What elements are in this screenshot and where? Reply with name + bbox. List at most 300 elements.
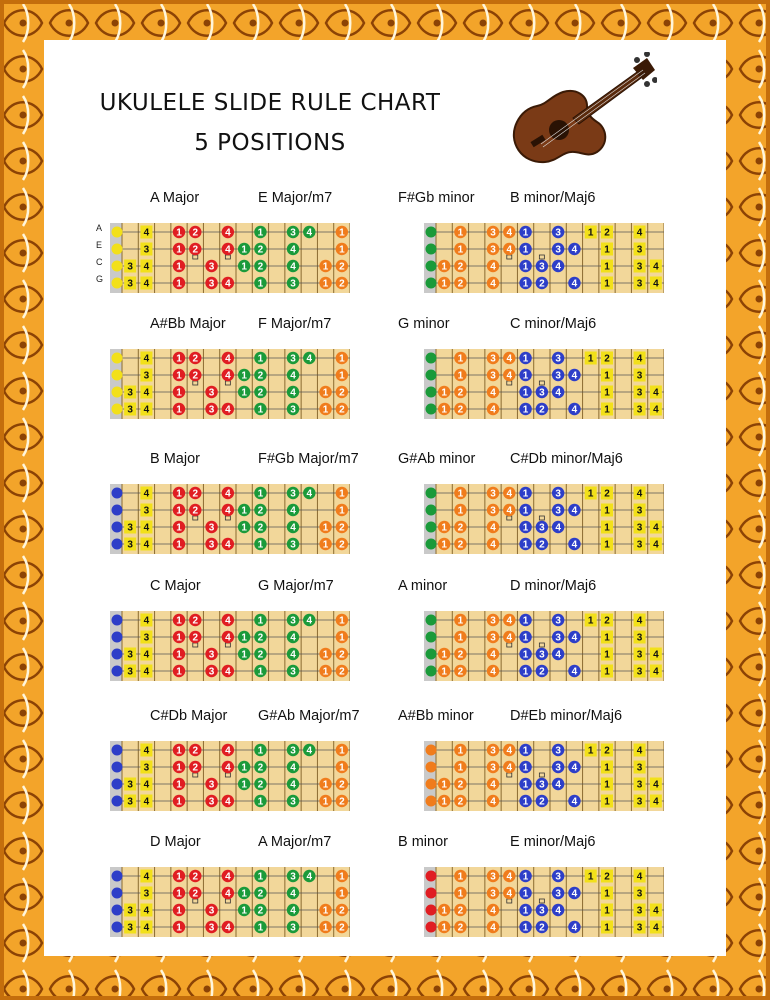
- finger-number: 2: [457, 522, 464, 534]
- finger-number: 1: [441, 404, 447, 416]
- open-string-dot: [112, 244, 123, 255]
- finger-number: 2: [604, 615, 610, 627]
- finger-number: 4: [571, 404, 578, 416]
- finger-number: 4: [653, 387, 659, 399]
- finger-number: 1: [522, 522, 529, 534]
- open-string-dot: [426, 922, 437, 933]
- left-chord-label: C Major: [150, 578, 201, 594]
- finger-dot: [650, 795, 662, 808]
- finger-number: 1: [322, 649, 329, 661]
- minor-fretboard: [424, 867, 664, 937]
- finger-number: 1: [457, 632, 464, 644]
- open-string-dot: [426, 387, 437, 398]
- finger-number: 4: [143, 779, 150, 791]
- finger-number: 1: [176, 522, 182, 534]
- open-string-dot: [112, 615, 123, 626]
- finger-dot: [634, 260, 646, 273]
- finger-number: 2: [257, 387, 264, 399]
- open-string-dot: [426, 227, 437, 238]
- finger-number: 1: [339, 227, 345, 239]
- finger-number: 2: [604, 871, 610, 883]
- finger-number: 4: [143, 905, 150, 917]
- finger-number: 1: [522, 779, 529, 791]
- finger-number: 4: [636, 745, 643, 757]
- finger-dot: [634, 904, 646, 917]
- major-fretboard: [110, 484, 350, 554]
- finger-dot: [124, 665, 136, 678]
- finger-dot: [140, 631, 152, 644]
- finger-number: 4: [653, 666, 659, 678]
- finger-number: 1: [604, 905, 610, 917]
- finger-number: 1: [241, 522, 247, 534]
- finger-number: 4: [490, 796, 496, 808]
- finger-number: 1: [241, 632, 247, 644]
- finger-number: 4: [306, 615, 313, 627]
- finger-number: 4: [506, 762, 513, 774]
- finger-number: 1: [339, 871, 345, 883]
- finger-number: 3: [127, 779, 133, 791]
- open-string-dot: [426, 871, 437, 882]
- finger-number: 4: [225, 615, 231, 627]
- finger-number: 2: [339, 922, 345, 934]
- open-string-dot: [112, 649, 123, 660]
- finger-dot: [140, 260, 152, 273]
- finger-number: 3: [490, 871, 496, 883]
- finger-number: 3: [208, 278, 215, 290]
- finger-dot: [140, 614, 152, 627]
- finger-number: 4: [225, 505, 231, 517]
- left-relative-label: F Major/m7: [258, 316, 332, 332]
- finger-number: 3: [490, 615, 496, 627]
- finger-number: 1: [176, 505, 182, 517]
- finger-dot: [601, 504, 613, 517]
- finger-dot: [634, 921, 646, 934]
- open-string-dot: [112, 278, 123, 289]
- finger-number: 3: [636, 522, 643, 534]
- finger-number: 2: [257, 370, 264, 382]
- finger-number: 4: [225, 488, 231, 500]
- finger-number: 4: [225, 666, 231, 678]
- finger-number: 3: [636, 649, 643, 661]
- finger-number: 1: [257, 871, 264, 883]
- finger-dot: [601, 887, 613, 900]
- finger-number: 3: [490, 632, 496, 644]
- finger-number: 2: [339, 796, 345, 808]
- finger-number: 2: [457, 905, 464, 917]
- finger-number: 3: [208, 404, 215, 416]
- finger-number: 1: [176, 745, 182, 757]
- finger-number: 3: [636, 244, 643, 256]
- finger-number: 4: [653, 649, 659, 661]
- finger-number: 2: [257, 888, 264, 900]
- finger-number: 4: [143, 522, 150, 534]
- finger-number: 4: [143, 488, 150, 500]
- finger-dot: [140, 369, 152, 382]
- finger-dot: [601, 487, 613, 500]
- finger-number: 1: [604, 649, 610, 661]
- finger-dot: [601, 761, 613, 774]
- finger-number: 4: [571, 796, 578, 808]
- finger-number: 4: [653, 539, 659, 551]
- finger-number: 1: [604, 796, 610, 808]
- finger-number: 4: [636, 353, 643, 365]
- finger-dot: [634, 870, 646, 883]
- open-string-dot: [426, 905, 437, 916]
- finger-number: 2: [457, 404, 464, 416]
- minor-fretboard: [424, 349, 664, 419]
- finger-number: 1: [441, 666, 447, 678]
- finger-number: 4: [225, 922, 231, 934]
- finger-number: 1: [176, 779, 182, 791]
- finger-number: 1: [339, 505, 345, 517]
- finger-number: 1: [441, 387, 447, 399]
- finger-number: 1: [522, 387, 529, 399]
- finger-dot: [601, 386, 613, 399]
- finger-number: 1: [522, 632, 529, 644]
- open-string-dot: [112, 762, 123, 773]
- finger-number: 1: [604, 244, 610, 256]
- finger-number: 3: [539, 387, 545, 399]
- finger-number: 3: [490, 244, 496, 256]
- finger-number: 1: [322, 922, 329, 934]
- finger-number: 1: [522, 278, 529, 290]
- finger-number: 2: [339, 905, 345, 917]
- finger-number: 1: [604, 888, 610, 900]
- open-string-dot: [426, 615, 437, 626]
- finger-number: 4: [636, 227, 643, 239]
- finger-number: 2: [457, 796, 464, 808]
- finger-number: 4: [490, 666, 496, 678]
- finger-number: 3: [208, 649, 215, 661]
- finger-dot: [601, 904, 613, 917]
- finger-number: 1: [441, 779, 447, 791]
- finger-number: 3: [555, 488, 561, 500]
- finger-dot: [140, 487, 152, 500]
- open-string-dot: [112, 227, 123, 238]
- finger-dot: [634, 761, 646, 774]
- finger-number: 3: [636, 796, 643, 808]
- finger-number: 1: [339, 244, 345, 256]
- finger-number: 1: [322, 404, 329, 416]
- finger-dot: [601, 744, 613, 757]
- finger-number: 1: [241, 649, 247, 661]
- finger-dot: [140, 795, 152, 808]
- finger-number: 1: [176, 488, 182, 500]
- finger-number: 2: [192, 505, 199, 517]
- finger-number: 4: [653, 404, 659, 416]
- finger-number: 1: [257, 353, 264, 365]
- finger-number: 1: [587, 745, 594, 757]
- finger-number: 4: [506, 615, 513, 627]
- finger-number: 1: [457, 888, 464, 900]
- open-string-dot: [112, 632, 123, 643]
- finger-dot: [140, 921, 152, 934]
- finger-dot: [140, 744, 152, 757]
- finger-number: 2: [604, 488, 610, 500]
- finger-number: 1: [322, 905, 329, 917]
- finger-dot: [124, 260, 136, 273]
- open-string-dot: [426, 522, 437, 533]
- finger-number: 4: [143, 278, 150, 290]
- finger-number: 4: [653, 278, 659, 290]
- finger-number: 1: [257, 745, 264, 757]
- finger-number: 2: [192, 244, 199, 256]
- left-chord-label: C#Db Major: [150, 708, 228, 724]
- finger-number: 4: [636, 488, 643, 500]
- finger-number: 4: [490, 539, 496, 551]
- finger-dot: [585, 226, 597, 239]
- finger-number: 2: [457, 278, 464, 290]
- finger-number: 1: [176, 905, 182, 917]
- finger-number: 4: [143, 922, 150, 934]
- finger-number: 4: [490, 905, 496, 917]
- finger-number: 3: [555, 762, 561, 774]
- finger-number: 3: [636, 278, 643, 290]
- finger-number: 3: [208, 922, 215, 934]
- finger-number: 4: [225, 370, 231, 382]
- finger-dot: [601, 870, 613, 883]
- finger-number: 2: [257, 779, 264, 791]
- finger-number: 4: [290, 779, 296, 791]
- finger-dot: [140, 887, 152, 900]
- finger-dot: [650, 277, 662, 290]
- finger-dot: [634, 226, 646, 239]
- finger-number: 1: [176, 649, 182, 661]
- open-string-dot: [426, 404, 437, 415]
- finger-number: 2: [339, 404, 345, 416]
- finger-dot: [140, 870, 152, 883]
- finger-number: 1: [241, 370, 247, 382]
- finger-number: 2: [192, 227, 199, 239]
- finger-dot: [650, 778, 662, 791]
- finger-number: 1: [587, 488, 594, 500]
- finger-dot: [140, 665, 152, 678]
- finger-dot: [634, 631, 646, 644]
- finger-number: 4: [506, 370, 513, 382]
- left-relative-label: G#Ab Major/m7: [258, 708, 360, 724]
- finger-number: 3: [290, 871, 296, 883]
- page-subtitle: 5 POSITIONS: [194, 130, 346, 156]
- finger-number: 1: [522, 404, 529, 416]
- finger-number: 4: [571, 666, 578, 678]
- finger-number: 3: [127, 539, 133, 551]
- open-string-dot: [426, 370, 437, 381]
- finger-number: 4: [290, 888, 296, 900]
- finger-number: 1: [441, 922, 447, 934]
- open-string-dot: [426, 261, 437, 272]
- finger-dot: [650, 665, 662, 678]
- finger-dot: [585, 487, 597, 500]
- finger-number: 1: [604, 522, 610, 534]
- finger-number: 1: [339, 615, 345, 627]
- finger-number: 4: [490, 922, 496, 934]
- finger-number: 4: [290, 762, 296, 774]
- finger-number: 2: [539, 539, 545, 551]
- finger-number: 4: [653, 796, 659, 808]
- finger-number: 2: [192, 871, 199, 883]
- left-relative-label: F#Gb Major/m7: [258, 451, 359, 467]
- finger-dot: [650, 921, 662, 934]
- finger-number: 1: [176, 227, 182, 239]
- finger-number: 1: [339, 762, 345, 774]
- finger-number: 4: [225, 353, 231, 365]
- finger-number: 1: [522, 745, 529, 757]
- finger-number: 3: [539, 779, 545, 791]
- finger-number: 3: [290, 922, 296, 934]
- finger-number: 1: [339, 353, 345, 365]
- major-fretboard: [110, 611, 350, 681]
- minor-fretboard: [424, 741, 664, 811]
- finger-number: 3: [636, 261, 643, 273]
- finger-number: 2: [339, 666, 345, 678]
- finger-number: 1: [241, 762, 247, 774]
- open-string-dot: [426, 632, 437, 643]
- finger-number: 4: [636, 871, 643, 883]
- open-string-dot: [112, 905, 123, 916]
- finger-number: 1: [441, 539, 447, 551]
- finger-number: 1: [322, 522, 329, 534]
- finger-number: 2: [604, 745, 610, 757]
- open-string-dot: [112, 922, 123, 933]
- finger-number: 1: [176, 762, 182, 774]
- finger-number: 3: [636, 922, 643, 934]
- right-relative-label: C minor/Maj6: [510, 316, 597, 332]
- finger-number: 1: [176, 922, 182, 934]
- finger-number: 3: [290, 488, 296, 500]
- open-string-dot: [112, 488, 123, 499]
- finger-number: 4: [490, 387, 496, 399]
- finger-dot: [601, 631, 613, 644]
- finger-dot: [650, 648, 662, 661]
- finger-number: 3: [290, 227, 296, 239]
- open-string-dot: [112, 353, 123, 364]
- finger-number: 3: [143, 244, 150, 256]
- finger-number: 4: [506, 488, 513, 500]
- finger-number: 2: [257, 505, 264, 517]
- finger-number: 1: [241, 905, 247, 917]
- finger-number: 2: [539, 922, 545, 934]
- finger-number: 2: [192, 888, 199, 900]
- finger-number: 3: [208, 522, 215, 534]
- finger-number: 3: [208, 796, 215, 808]
- finger-number: 2: [604, 353, 610, 365]
- finger-number: 1: [522, 796, 529, 808]
- finger-number: 1: [522, 353, 529, 365]
- finger-number: 4: [636, 615, 643, 627]
- finger-number: 4: [143, 796, 150, 808]
- finger-number: 4: [143, 649, 150, 661]
- finger-number: 1: [522, 370, 529, 382]
- right-relative-label: D#Eb minor/Maj6: [510, 708, 623, 724]
- open-string-dot: [112, 505, 123, 516]
- finger-number: 3: [539, 649, 545, 661]
- finger-dot: [601, 226, 613, 239]
- finger-number: 3: [490, 353, 496, 365]
- finger-number: 1: [176, 387, 182, 399]
- open-string-dot: [112, 370, 123, 381]
- finger-dot: [601, 538, 613, 551]
- finger-number: 1: [604, 762, 610, 774]
- finger-number: 2: [192, 745, 199, 757]
- finger-number: 1: [522, 922, 529, 934]
- finger-number: 4: [555, 905, 561, 917]
- finger-number: 3: [490, 888, 496, 900]
- finger-number: 1: [522, 505, 529, 517]
- finger-number: 3: [555, 353, 561, 365]
- finger-number: 4: [290, 244, 296, 256]
- finger-number: 3: [555, 505, 561, 517]
- right-chord-label: B minor: [398, 834, 448, 850]
- finger-number: 4: [306, 488, 313, 500]
- finger-number: 1: [457, 871, 464, 883]
- open-string-dot: [112, 888, 123, 899]
- finger-number: 2: [257, 522, 264, 534]
- finger-dot: [140, 403, 152, 416]
- finger-dot: [140, 778, 152, 791]
- finger-number: 3: [127, 278, 133, 290]
- finger-number: 4: [290, 370, 296, 382]
- finger-dot: [140, 352, 152, 365]
- finger-number: 3: [636, 370, 643, 382]
- ukulele-icon: [497, 52, 657, 172]
- finger-number: 4: [490, 779, 496, 791]
- finger-number: 3: [555, 632, 561, 644]
- finger-dot: [124, 648, 136, 661]
- finger-dot: [601, 778, 613, 791]
- finger-number: 4: [653, 522, 659, 534]
- right-chord-label: G#Ab minor: [398, 451, 476, 467]
- finger-number: 1: [339, 488, 345, 500]
- right-relative-label: B minor/Maj6: [510, 190, 596, 206]
- left-chord-label: A Major: [150, 190, 200, 206]
- finger-number: 4: [571, 505, 578, 517]
- left-relative-label: E Major/m7: [258, 190, 333, 206]
- finger-dot: [601, 369, 613, 382]
- finger-number: 4: [143, 387, 150, 399]
- finger-number: 1: [587, 615, 594, 627]
- finger-number: 1: [339, 632, 345, 644]
- finger-number: 4: [571, 370, 578, 382]
- finger-number: 3: [636, 404, 643, 416]
- finger-number: 3: [127, 387, 133, 399]
- finger-number: 1: [257, 227, 264, 239]
- open-string-dot: [426, 888, 437, 899]
- finger-dot: [634, 778, 646, 791]
- finger-number: 1: [604, 261, 610, 273]
- open-string-dot: [426, 505, 437, 516]
- finger-dot: [124, 386, 136, 399]
- finger-number: 1: [176, 278, 182, 290]
- finger-number: 1: [522, 762, 529, 774]
- open-string-dot: [426, 649, 437, 660]
- finger-number: 2: [539, 404, 545, 416]
- finger-number: 1: [176, 796, 182, 808]
- finger-number: 2: [257, 632, 264, 644]
- finger-number: 1: [457, 762, 464, 774]
- finger-number: 4: [653, 779, 659, 791]
- finger-dot: [634, 352, 646, 365]
- finger-number: 4: [290, 649, 296, 661]
- finger-number: 1: [241, 387, 247, 399]
- finger-number: 3: [290, 539, 296, 551]
- finger-dot: [585, 870, 597, 883]
- finger-dot: [601, 243, 613, 256]
- finger-number: 4: [290, 505, 296, 517]
- finger-number: 3: [636, 762, 643, 774]
- finger-number: 4: [306, 353, 313, 365]
- finger-number: 1: [241, 779, 247, 791]
- finger-number: 4: [653, 922, 659, 934]
